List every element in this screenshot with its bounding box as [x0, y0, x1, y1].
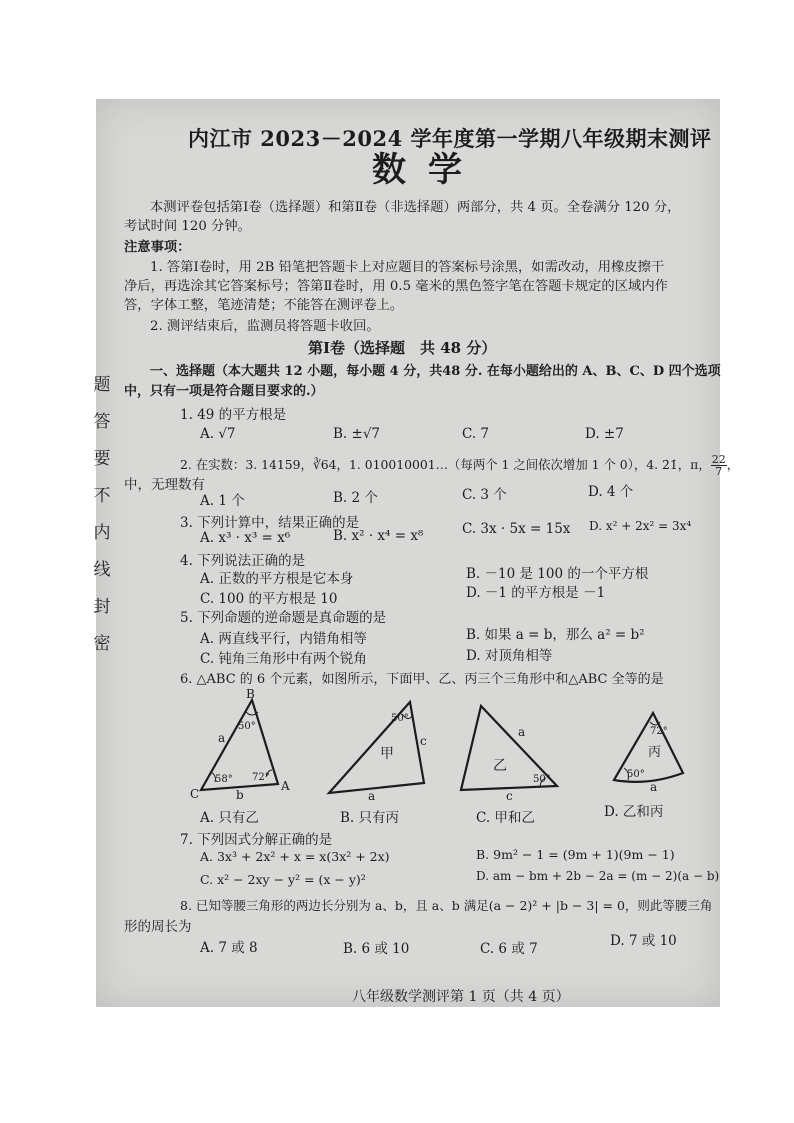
question-stem: 6. △ABC 的 6 个元素，如图所示，下面甲、乙、丙三个三角形中和△ABC 全等的是 [180, 672, 664, 687]
option-a: A. 1 个 [200, 493, 245, 509]
margin-char: 封 [93, 597, 111, 617]
margin-char: 不 [93, 486, 111, 506]
option-b: B. －10 是 100 的一个平方根 [466, 566, 649, 582]
margin-char: 内 [93, 523, 111, 543]
vertex-label-c: C [190, 787, 200, 801]
question-stem: 5. 下列命题的逆命题是真命题的是 [180, 610, 387, 626]
side-label-c: c [506, 789, 513, 803]
option-d: D. 乙和丙 [604, 804, 664, 820]
option-d: D. am − bm + 2b − 2a = (m − 2)(a − b) [476, 869, 720, 883]
intro-line: 本测评卷包括第Ⅰ卷（选择题）和第Ⅱ卷（非选择题）两部分，共 4 页。全卷满分 120 分， [150, 200, 681, 215]
side-label-a: a [368, 789, 376, 803]
side-label-a: a [518, 725, 526, 739]
option-d: D. ±7 [585, 426, 624, 442]
note-line: 净后，再选涂其它答案标号；答第Ⅱ卷时，用 0.5 毫米的黑色签字笔在答题卡规定的区域内作 [124, 279, 668, 294]
notes-heading: 注意事项： [124, 240, 191, 255]
fraction-denominator: 7 [715, 465, 723, 478]
vertex-label-a: A [281, 779, 290, 793]
subject-title: 数学 [372, 150, 484, 190]
question-stem: 7. 下列因式分解正确的是 [180, 832, 333, 848]
option-c: C. 6 或 7 [480, 941, 538, 957]
question-stem-text: ， [726, 457, 740, 472]
option-b: B. 2 个 [333, 490, 378, 506]
margin-char: 密 [93, 634, 111, 654]
triangle-yi-label: 乙 [493, 758, 507, 774]
angle-label: 50° [627, 769, 645, 780]
angle-label-a: 72° [252, 772, 270, 783]
side-label-b: b [236, 788, 244, 802]
page-footer: 八年级数学测评第 1 页（共 4 页） [352, 989, 570, 1005]
option-b: B. 9m² − 1 = (9m + 1)(9m − 1) [476, 847, 675, 862]
option-a: A. x³ · x³ = x⁶ [200, 530, 291, 546]
option-c: C. 100 的平方根是 10 [200, 591, 338, 607]
option-d: D. －1 的平方根是 －1 [466, 585, 606, 601]
option-c: C. x² − 2xy − y² = (x − y)² [200, 872, 366, 887]
exam-title: 内江市 2023－2024 学年度第一学期八年级期末测评 [188, 126, 712, 151]
option-b: B. x² · x⁴ = x⁸ [333, 528, 424, 544]
side-label-a: a [218, 731, 226, 745]
note-line: 1. 答第Ⅰ卷时，用 2B 铅笔把答题卡上对应题目的答案标号涂黑，如需改动，用橡皮擦干 [150, 260, 665, 275]
triangle-bing-label: 丙 [648, 745, 662, 760]
option-a: A. 只有乙 [200, 810, 259, 826]
margin-char: 答 [93, 412, 111, 432]
option-a: A. 两直线平行，内错角相等 [200, 631, 367, 647]
angle-label: 50° [391, 713, 409, 724]
vertex-label-b: B [246, 687, 255, 701]
option-b: B. 如果 a = b，那么 a² = b² [466, 627, 645, 643]
option-b: B. 6 或 10 [343, 941, 410, 957]
margin-char: 线 [93, 560, 111, 580]
option-a: A. 3x³ + 2x² + x = x(3x² + 2x) [200, 849, 390, 864]
option-b: B. 只有丙 [340, 810, 400, 826]
intro-line: 考试时间 120 分钟。 [124, 219, 251, 234]
margin-char: 题 [93, 375, 111, 395]
triangle-jia [329, 702, 424, 793]
option-d: D. x² + 2x² = 3x⁴ [589, 519, 692, 533]
option-c: C. 甲和乙 [476, 810, 535, 826]
option-a: A. 7 或 8 [200, 940, 258, 956]
question-stem: 中，无理数有 [124, 477, 205, 493]
question-stem: 形的周长为 [124, 919, 192, 935]
question-stem: 1. 49 的平方根是 [180, 407, 287, 423]
angle-label-c: 58° [215, 774, 233, 785]
fraction-numerator: 22 [711, 453, 726, 466]
option-a: A. 正数的平方根是它本身 [200, 571, 354, 587]
note-line: 答，字体工整，笔迹清楚；不能答在测评卷上。 [124, 298, 404, 313]
option-c: C. 7 [462, 426, 490, 442]
angle-label-b: 50° [238, 721, 256, 732]
option-d: D. 4 个 [588, 484, 634, 500]
side-label-a: a [650, 780, 658, 794]
option-c: C. 3 个 [462, 487, 507, 503]
margin-char: 要 [93, 449, 111, 469]
section-instructions: 一、选择题（本大题共 12 小题，每小题 4 分，共48 分. 在每小题给出的 A、B、C、D 四个选项 [150, 364, 721, 379]
note-line: 2. 测评结束后，监测员将答题卡收回。 [150, 319, 380, 334]
angle-label: 50° [533, 774, 551, 785]
question-stem: 8. 已知等腰三角形的两边长分别为 a、b，且 a、b 满足(a − 2)² + |b − 3| = 0，则此等腰三角 [180, 898, 713, 913]
option-b: B. ±√7 [333, 426, 381, 442]
option-c: C. 钝角三角形中有两个锐角 [200, 651, 367, 667]
section-title: 第Ⅰ卷（选择题 共 48 分） [308, 339, 497, 357]
option-a: A. √7 [200, 426, 236, 442]
question-stem: 4. 下列说法正确的是 [180, 553, 306, 569]
question-stem: 3. 下列计算中，结果正确的是 [180, 515, 360, 531]
option-c: C. 3x · 5x = 15x [462, 521, 571, 537]
option-d: D. 对顶角相等 [466, 648, 553, 664]
angle-label: 72° [650, 726, 668, 737]
triangle-jia-label: 甲 [380, 746, 394, 762]
side-label-c: c [420, 734, 427, 748]
section-instructions: 中，只有一项是符合题目要求的.） [124, 384, 324, 399]
question-stem-text: 2. 在实数：3. 14159，∛64，1. 010010001…（每两个 1 之间依次增加 1 个 0），4. 2̇1̇，π， [180, 457, 711, 472]
option-d: D. 7 或 10 [610, 933, 677, 949]
